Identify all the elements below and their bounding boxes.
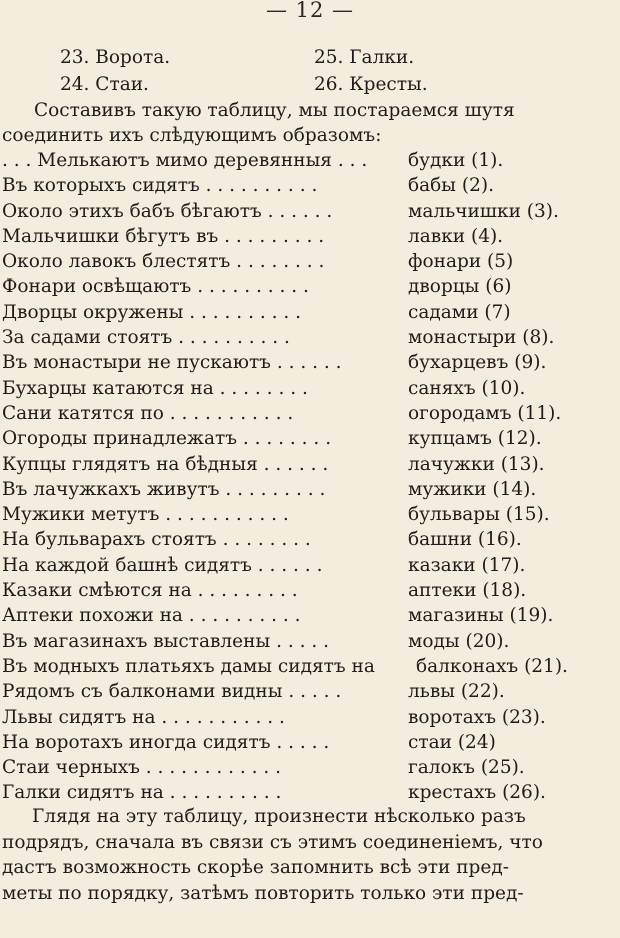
association-row [0, 300, 620, 325]
association-keyword: башни (16). [408, 529, 522, 551]
association-row [0, 224, 620, 249]
association-keyword: огородамъ (11). [408, 402, 562, 424]
association-phrase: Стаи черныхъ . . . . . . . . . . . . [2, 757, 282, 779]
association-keyword: мальчишки (3). [408, 200, 559, 222]
association-table [0, 148, 620, 806]
association-phrase: Рядомъ съ балконами видны . . . . . [2, 681, 342, 703]
association-keyword: бульвары (15). [408, 504, 550, 526]
association-phrase: Въ магазинахъ выставлены . . . . . [2, 630, 329, 652]
association-row [0, 679, 620, 704]
association-row [0, 654, 620, 679]
association-row [0, 426, 620, 451]
association-phrase: На воротахъ иногда сидятъ . . . . . [2, 731, 330, 753]
association-keyword: моды (20). [408, 630, 510, 652]
association-phrase: Мужики метутъ . . . . . . . . . . . [2, 504, 289, 526]
association-row [0, 173, 620, 198]
association-phrase: Дворцы окружены . . . . . . . . . . [2, 301, 301, 323]
association-phrase: Казаки смѣются на . . . . . . . . . [2, 580, 298, 602]
association-keyword: магазины (19). [408, 605, 554, 627]
association-phrase: Галки сидятъ на . . . . . . . . . . [2, 782, 282, 804]
association-phrase: Сани катятся по . . . . . . . . . . . [2, 402, 294, 424]
list-item: 23. Ворота. [60, 47, 171, 68]
association-phrase: Львы сидятъ на . . . . . . . . . . . [2, 706, 285, 728]
association-keyword: казаки (17). [408, 554, 526, 576]
association-phrase: Около лавокъ блестятъ . . . . . . . . [2, 251, 325, 273]
list-item: 24. Стаи. [60, 74, 149, 95]
association-phrase: Въ модныхъ платьяхъ дамы сидятъ на [2, 655, 375, 677]
association-keyword: лачужки (13). [408, 453, 545, 475]
association-keyword: монастыри (8). [408, 327, 555, 349]
association-keyword: мужики (14). [408, 478, 537, 500]
association-keyword: лавки (4). [408, 225, 504, 247]
association-row [0, 553, 620, 578]
association-phrase: Аптеки похожи на . . . . . . . . . . [2, 605, 301, 627]
association-keyword: аптеки (18). [408, 580, 527, 602]
association-row [0, 755, 620, 780]
association-keyword: купцамъ (12). [408, 428, 542, 450]
page-number: — 12 — [265, 0, 355, 22]
association-row [0, 249, 620, 274]
association-row [0, 629, 620, 654]
paragraph-line: Составивъ такую таблицу, мы постараемся шутя [34, 100, 515, 121]
association-keyword: воротахъ (23). [408, 706, 546, 728]
association-row [0, 274, 620, 299]
association-row [0, 148, 620, 173]
association-phrase: Въ монастыри не пускаютъ . . . . . . [2, 352, 342, 374]
association-keyword: львы (22). [408, 681, 505, 703]
association-keyword: садами (7) [408, 301, 511, 323]
association-keyword: будки (1). [408, 150, 504, 171]
association-row [0, 527, 620, 552]
association-phrase: На бульварахъ стоятъ . . . . . . . . [2, 529, 311, 551]
association-keyword: фонари (5) [408, 251, 514, 273]
association-row [0, 578, 620, 603]
association-phrase: Въ лачужкахъ живутъ . . . . . . . . . [2, 478, 326, 500]
association-phrase: Купцы глядятъ на бѣдныя . . . . . . [2, 453, 329, 475]
association-phrase: На каждой башнѣ сидятъ . . . . . . [2, 554, 323, 576]
association-phrase: Около этихъ бабъ бѣгаютъ . . . . . . [2, 200, 333, 222]
association-phrase: . . . Мелькаютъ мимо деревянныя . . . [2, 150, 368, 171]
association-row [0, 376, 620, 401]
association-keyword: бабы (2). [408, 175, 494, 197]
association-phrase: За садами стоятъ . . . . . . . . . . [2, 327, 290, 349]
association-row [0, 452, 620, 477]
numbered-list-continuation [0, 44, 620, 98]
intro-paragraph [0, 98, 620, 148]
association-phrase: Огороды принадлежатъ . . . . . . . . [2, 428, 332, 450]
association-row [0, 199, 620, 224]
association-keyword: крестахъ (26). [408, 782, 546, 804]
paragraph-line: подрядъ, сначала въ связи съ этимъ соединенiемъ, что [2, 831, 543, 853]
association-row [0, 603, 620, 628]
list-item: 25. Галки. [314, 47, 415, 68]
association-keyword: дворцы (6) [408, 276, 512, 298]
association-phrase: Бухарцы катаются на . . . . . . . . [2, 377, 308, 399]
association-row [0, 705, 620, 730]
association-keyword: стаи (24) [408, 731, 496, 753]
paragraph-line: Глядя на эту таблицу, произнести нѣсколько разъ [32, 806, 526, 827]
association-keyword: балконахъ (21). [416, 655, 568, 677]
association-row [0, 325, 620, 350]
paragraph-line: соединить ихъ слѣдующимъ образомъ: [2, 125, 382, 147]
association-row [0, 477, 620, 502]
association-keyword: бухарцевъ (9). [408, 352, 547, 374]
list-item: 26. Кресты. [314, 74, 428, 95]
association-row [0, 401, 620, 426]
paragraph-line: дастъ возможность скорѣе запомнить всѣ эти пред- [2, 857, 509, 878]
association-row [0, 730, 620, 755]
association-phrase: Фонари освѣщаютъ . . . . . . . . . . [2, 276, 309, 298]
association-row [0, 350, 620, 375]
association-phrase: Мальчишки бѣгутъ въ . . . . . . . . . [2, 225, 325, 247]
association-row [0, 780, 620, 805]
association-phrase: Въ которыхъ сидятъ . . . . . . . . . . [2, 175, 318, 197]
association-keyword: галокъ (25). [408, 757, 525, 779]
closing-paragraph [0, 804, 620, 906]
association-row [0, 502, 620, 527]
association-keyword: саняхъ (10). [408, 377, 526, 399]
paragraph-line: меты по порядку, затѣмъ повторить только эти пред- [2, 882, 524, 904]
